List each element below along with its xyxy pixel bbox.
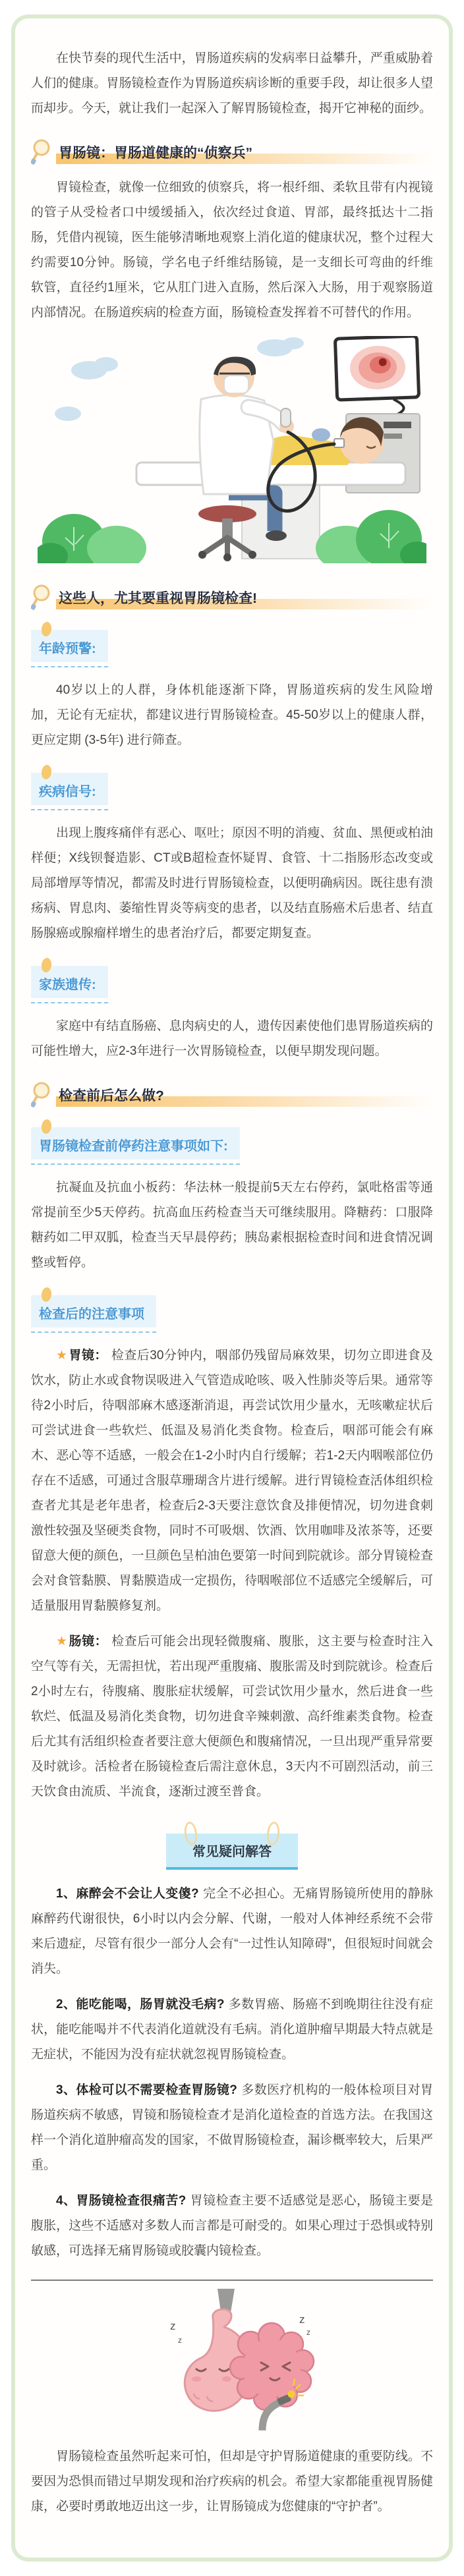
svg-text:z: z [170,2320,176,2332]
note-head: 肠镜： [69,1635,108,1648]
faq-question: 4、胃肠镜检查很痛苦? [56,2194,187,2208]
tag-label: 年龄预警: [39,642,96,656]
tag-label: 检查后的注意事项 [39,1307,144,1322]
dot-icon [41,1119,53,1134]
faq-question: 2、能吃能喝，肠胃就没毛病? [56,1998,225,2011]
tag-age-warning [31,630,108,667]
intestine-cartoon [230,2323,314,2410]
faq-answer: 胃镜检查主要不适感觉是恶心，肠镜主要是腹胀，这些不适感对多数人而言都是可耐受的。如果心理过于恐惧或特别敏感，可选择无痛胃肠镜或胶囊内镜检查。 [31,2194,433,2258]
svg-text:z: z [306,2328,310,2337]
svg-text:z: z [299,2313,305,2326]
faq-badge [166,1834,298,1870]
dashed-underline [31,666,108,667]
tag-pre-exam-medication [31,1127,240,1165]
ring-icon [266,1821,281,1846]
magnifier-icon [31,138,51,165]
tag-label: 疾病信号: [39,785,96,799]
tag-label: 家族遗传: [39,978,96,992]
endoscopy-illustration-svg [38,336,426,563]
section-header-howto [31,1081,433,1107]
star-icon: ★ [56,1349,68,1362]
colonoscopy-note-paragraph [31,1629,433,1805]
faq-item [31,2189,433,2264]
pre-exam-paragraph: 抗凝血及抗血小板药：华法林一般提前5天左右停药，氯吡格雷等通常提前至少5天停药。抗高血压药检查当天可继续服用。降糖药：口服降糖药如二甲双胍，检查当天早晨停药；胰岛素根据检查时间和进食情况调整或暂停。 [31,1181,433,1270]
ring-icon [183,1821,199,1846]
scout-paragraph: 胃镜检查，就像一位细致的侦察兵，将一根纤细、柔软且带有内视镜的管子从受检者口中缓缓插入，依次经过食道、胃部，最终抵达十二指肠，凭借内视镜，医生能够清晰地观察上消化道的健康状况，整个过程大约需要10分钟。肠镜，学名电子纤维结肠镜，是一支细长可弯曲的纤维软管，直径约1厘米，它从肛门进入直肠，然后深入大肠，用于观察肠道内部情况。在肠道疾病的检查方面，肠镜检查发挥着不可替代的作用。 [31,181,433,320]
dot-icon [41,764,53,780]
dashed-underline [31,1002,108,1003]
faq-answer: 完全不必担心。无痛胃肠镜所使用的静脉麻醉药代谢很快，6小时以内会分解、代谢，一般对人体神经系统不会带来后遗症，尽管有很少一部分人会有“一过性认知障碍”，但很短时间就会消失。 [31,1887,433,1976]
family-history-paragraph: 家庭中有结直肠癌、息肉病史的人，遗传因素使他们患胃肠道疾病的可能性增大，应2-3年进行一次胃肠镜检查，以便早期发现问题。 [31,1019,433,1058]
stomach-intestine-svg [133,2289,331,2430]
section-divider [31,2280,433,2281]
faq-badge-container [31,1834,433,1870]
section-title-howto: 检查前后怎么做? [56,1085,433,1107]
disease-signal-paragraph: 出现上腹疼痛伴有恶心、呕吐；原因不明的消瘦、贫血、黑便或柏油样便；X线钡餐造影、CT或B超检查怀疑胃、食管、十二指肠形态改变或局部增厚等情况，都需及时进行胃肠镜检查，以便明确病因。既往患有溃疡病、胃息肉、萎缩性胃炎等病变的患者，以及结直肠癌术后患者、结直肠腺癌或腺瘤样增生的患者治疗后，都要定期复查。 [31,826,433,940]
faq-answer: 多数医疗机构的一般体检项目对胃肠道疾病不敏感，胃镜和肠镜检查才是消化道检查的首选方法。在我国这样一个消化道肿瘤高发的国家，不做胃肠镜检查，漏诊概率较大，后果严重。 [31,2083,433,2172]
svg-text:z: z [178,2336,182,2345]
section-header-scout [31,138,433,165]
section-title-scout: 胃肠镜：胃肠道健康的“侦察兵” [56,142,433,165]
closing-paragraph: 胃肠镜检查虽然听起来可怕，但却是守护胃肠道健康的重要防线。不要因为恐惧而错过早期发现和治疗疾病的机会。希望大家都能重视胃肠健康，必要时勇敢地迈出这一步，让胃肠镜成为您健康的“守护者”。 [31,2450,433,2513]
faq-question: 1、麻醉会不会让人变傻? [56,1887,199,1901]
bush-left [38,514,146,563]
stomach-intestine-illustration [31,2289,433,2434]
magnifier-icon [31,1081,51,1107]
magnifier-icon [31,584,51,610]
note-body: 检查后可能会出现轻微腹痛、腹胀，这主要与检查时注入空气等有关，无需担忧，若出现严重腹痛、腹胀需及时到院就诊。检查后2小时左右，待腹痛、腹胀症状缓解，可尝试饮用少量水，然后进食一些软烂、低温及易消化类食物，切勿进食辛辣刺激、高纤维素类食物。检查后尤其有活组织检查者要注意大便颜色和腹痛情况，一旦出现严重异常要及时就诊。活检者在肠镜检查后需注意休息，3天内不可剧烈活动，前三天饮食由流质、半流食，逐渐过渡至普食。 [31,1635,433,1799]
article-card [11,14,453,2562]
dot-icon [41,621,53,637]
tag-family-history [31,966,108,1003]
section-header-watch [31,584,433,610]
note-body: 检查后30分钟内，咽部仍残留局麻效果，切勿立即进食及饮水，防止水或食物误吸进入气管造成呛咳、吸入性肺炎等后果。通常等待2小时后，待咽部麻木感逐渐消退，再尝试饮用少量水，无咳嗽症状后可尝试进食一些软烂、低温及易消化类食物。检查后，咽部可能会有麻木、恶心等不适感，一般会在1-2小时内自行缓解；若1-2天内咽喉部位仍存在不适感，可通过含服草珊瑚含片进行缓解。进行胃镜检查活体组织检查者尤其是老年患者，检查后2-3天要注意饮食及排便情况，切勿进食刺激性较强及坚硬类食物，同时不可吸烟、饮酒、饮用咖啡及浓茶等，还要留意大便的颜色，一旦颜色呈柏油色要第一时间到院就诊。部分胃镜检查会对食管黏膜、胃黏膜造成一定损伤，待咽喉部位不适感完全缓解后，可适量服用胃黏膜修复剂。 [31,1349,433,1613]
age-warning-paragraph: 40岁以上的人群，身体机能逐渐下降，胃肠道疾病的发生风险增加，无论有无症状，都建议进行胃肠镜检查。45-50岁以上的健康人群，更应定期 (3-5年) 进行筛查。 [31,683,433,747]
intro-paragraph: 在快节奏的现代生活中，胃肠道疾病的发病率日益攀升，严重威胁着人们的健康。胃肠镜检查作为胃肠道疾病诊断的重要手段，却让很多人望而却步。今天，就让我们一起深入了解胃肠镜检查，揭开它神秘的面纱。 [31,51,433,115]
star-icon: ★ [56,1635,68,1648]
faq-answer: 多数胃癌、肠癌不到晚期往往没有症状，能吃能喝并不代表消化道就没有毛病。消化道肿瘤早期最大特点就是无症状，不能因为没有症状就忽视胃肠镜检查。 [31,1998,433,2061]
faq-question: 3、体检可以不需要检查胃肠镜? [56,2083,237,2097]
dashed-underline [31,1331,156,1333]
tag-label: 胃肠镜检查前停药注意事项如下: [39,1139,228,1154]
dot-icon [41,1287,53,1302]
dot-icon [41,957,53,973]
faq-item [31,1992,433,2067]
dashed-underline [31,1163,240,1165]
tag-disease-signal [31,773,108,810]
endoscopy-illustration [31,336,433,567]
endoscopy-monitor [335,336,419,400]
dashed-underline [31,809,108,810]
section-title-watch: 这些人，尤其要重视胃肠镜检查! [56,588,433,610]
note-head: 胃镜： [69,1349,107,1362]
faq-badge-label: 常见疑问解答 [192,1845,272,1859]
bush-right [316,510,426,563]
faq-item [31,1882,433,1982]
tag-post-exam-notes [31,1295,156,1333]
gastroscopy-note-paragraph [31,1343,433,1619]
faq-item [31,2078,433,2178]
